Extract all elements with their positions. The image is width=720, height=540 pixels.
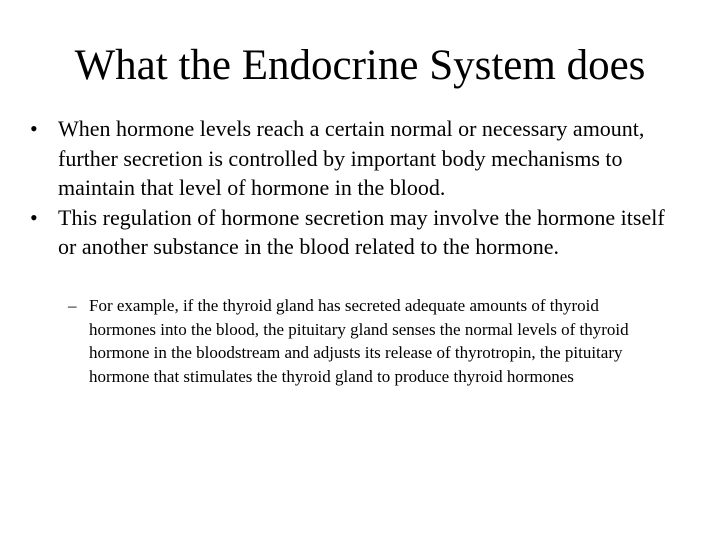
- bullet-item: [30, 114, 680, 203]
- bullet-text: When hormone levels reach a certain normal or necessary amount, further secretion is controlled by important body mechanisms to maintain that level of hormone in the blood.: [58, 116, 645, 200]
- sub-bullet-item: [68, 294, 668, 388]
- bullet-item: [30, 203, 680, 262]
- sub-bullet-marker: –: [68, 296, 77, 315]
- sub-bullet-list: [68, 294, 668, 388]
- bullet-marker: •: [30, 116, 38, 141]
- bullet-marker: •: [30, 204, 38, 230]
- bullet-text: This regulation of hormone secretion may involve the hormone itself or another substance in the blood related to the hormone.: [58, 204, 665, 259]
- slide-title: What the Endocrine System does: [74, 42, 646, 89]
- bullet-list: [30, 114, 680, 262]
- sub-bullet-text: For example, if the thyroid gland has secreted adequate amounts of thyroid hormones into the blood, the pituitary gland senses the normal levels of thyroid hormone in the bloodstream and adjusts its release of thyrotropin, the pituitary hormone that stimulates the thyroid gland to produce thyroid hormones: [89, 296, 629, 386]
